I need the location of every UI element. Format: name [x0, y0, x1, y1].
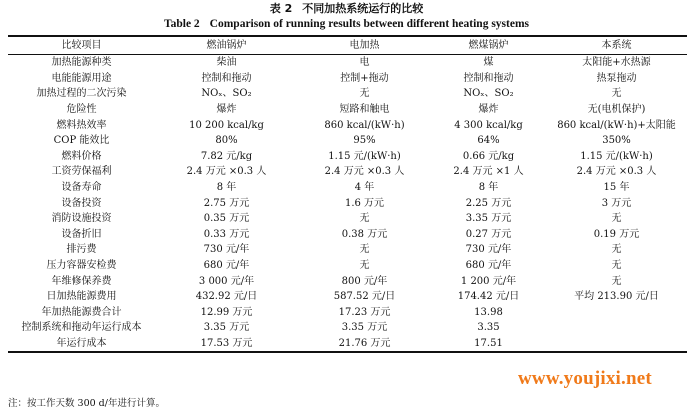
- table-row: [8, 133, 687, 149]
- header-this-system: 本系统: [546, 36, 687, 55]
- table-row: [8, 227, 687, 243]
- table-title-en: Comparison of running results between different heating systems: [209, 18, 530, 30]
- table-cell: 2.4 万元 ×0.3 人: [324, 166, 405, 178]
- table-cell: 3.35 万元: [203, 322, 250, 334]
- table-row: [8, 320, 687, 336]
- comparison-table: [8, 35, 687, 353]
- table-title-cn: 不同加热系统运行的比较: [302, 2, 424, 15]
- row-label-cell: 日加热能源费用: [46, 291, 117, 303]
- row-label-cell: 消防设施投资: [51, 213, 112, 225]
- table-caption-en: [0, 17, 693, 31]
- table-cell: 10 200 kcal/kg: [189, 119, 264, 131]
- table-cell: 0.35 万元: [203, 213, 250, 225]
- table-cell: 0.27 万元: [465, 228, 512, 240]
- table-cell: 2.4 万元 ×0.3 人: [576, 166, 657, 178]
- table-cell: [546, 320, 687, 336]
- table-cell: 3.35 万元: [465, 213, 512, 225]
- table-cell: 8 年: [478, 182, 499, 194]
- table-cell: 680 元/年: [465, 260, 512, 272]
- table-cell: 无: [611, 88, 622, 100]
- table-row: [8, 71, 687, 87]
- table-cell: 热泵拖动: [596, 72, 637, 84]
- table-cell: 13.98: [474, 306, 503, 318]
- table-cell: 无: [611, 244, 622, 256]
- table-cell: 无: [611, 275, 622, 287]
- table-row: [8, 211, 687, 227]
- table-cell: 2.4 万元 ×1 人: [453, 166, 524, 178]
- table-row: [8, 289, 687, 305]
- table-cell: 587.52 元/日: [333, 291, 396, 303]
- table-cell: 21.76 万元: [298, 336, 431, 353]
- table-row: [8, 336, 687, 353]
- table-cell: [546, 305, 687, 321]
- table-cell: 4 年: [354, 182, 375, 194]
- table-cell: [546, 336, 687, 353]
- table-cell: 860 kcal/(kW·h): [324, 119, 405, 131]
- table-cell: 0.38 万元: [341, 228, 388, 240]
- table-header-row: [8, 36, 687, 55]
- table-cell: 2.25 万元: [465, 197, 512, 209]
- table-cell: 730 元/年: [465, 244, 512, 256]
- table-cell: 95%: [353, 135, 376, 147]
- table-cell: 无: [611, 260, 622, 272]
- table-cell: 1.6 万元: [344, 197, 385, 209]
- table-cell: 3.35 万元: [341, 322, 388, 334]
- row-label-cell: 设备投资: [61, 197, 102, 209]
- header-electric-heating: 电加热: [298, 36, 431, 55]
- row-label-cell: 工资劳保福利: [51, 166, 112, 178]
- table-cell: 1.15 元/(kW·h): [328, 150, 401, 162]
- table-cell: 3 000 元/年: [198, 275, 255, 287]
- table-cell: 电: [359, 57, 370, 69]
- table-cell: 12.99 万元: [200, 306, 253, 318]
- table-row: [8, 86, 687, 102]
- row-label-cell: 加热能源种类: [51, 57, 112, 69]
- table-cell: 432.92 元/日: [195, 291, 258, 303]
- table-cell: 3.35: [477, 322, 500, 334]
- table-cell: 无: [611, 213, 622, 225]
- table-cell: 350%: [602, 135, 631, 147]
- table-cell: 煤: [483, 57, 494, 69]
- table-cell: 3 万元: [601, 197, 632, 209]
- table-number-en: Table 2: [163, 18, 200, 30]
- header-oil-boiler: 燃油锅炉: [155, 36, 298, 55]
- table-cell: 1 200 元/年: [460, 275, 517, 287]
- table-cell: 15 年: [603, 182, 630, 194]
- table-cell: 无: [359, 213, 370, 225]
- table-cell: 64%: [477, 135, 500, 147]
- row-label-cell: 危险性: [66, 104, 97, 116]
- table-cell: 2.4 万元 ×0.3 人: [186, 166, 267, 178]
- row-label-cell: 加热过程的二次污染: [36, 88, 127, 100]
- row-label-cell: 设备寿命: [61, 182, 102, 194]
- table-cell: NOₓ、SO₂: [201, 88, 252, 100]
- table-cell: 控制+拖动: [340, 72, 389, 84]
- row-label-cell: 年加热能源费合计: [41, 306, 122, 318]
- table-row: [8, 195, 687, 211]
- row-label-cell: 设备折旧: [61, 228, 102, 240]
- table-caption-cn: [0, 2, 693, 16]
- table-cell: 680 元/年: [203, 260, 250, 272]
- table-cell: 控制和拖动: [463, 72, 514, 84]
- table-cell: 太阳能+水热源: [582, 57, 651, 69]
- row-label-cell: 控制系统和拖动年运行成本: [21, 322, 142, 334]
- table-cell: 8 年: [216, 182, 237, 194]
- table-row: [8, 242, 687, 258]
- table-cell: 无(电机保护): [587, 104, 646, 116]
- table-cell: 爆炸: [216, 104, 237, 116]
- row-label-cell: 年运行成本: [8, 336, 155, 353]
- table-cell: 0.33 万元: [203, 228, 250, 240]
- table-row: [8, 180, 687, 196]
- table-cell: 爆炸: [478, 104, 499, 116]
- table-row: [8, 102, 687, 118]
- table-number-cn: 表 2: [269, 2, 293, 15]
- table-cell: 7.82 元/kg: [200, 150, 253, 162]
- table-cell: 730 元/年: [203, 244, 250, 256]
- row-label-cell: 排污费: [66, 244, 97, 256]
- row-label-cell: 燃料热效率: [56, 119, 107, 131]
- table-cell: 平均 213.90 元/日: [574, 291, 659, 303]
- table-cell: 80%: [215, 135, 238, 147]
- header-coal-boiler: 燃煤锅炉: [431, 36, 546, 55]
- table-row: [8, 55, 687, 71]
- table-cell: 0.66 元/kg: [462, 150, 515, 162]
- table-cell: 1.15 元/(kW·h): [580, 150, 653, 162]
- table-cell: 无: [359, 244, 370, 256]
- table-cell: 短路和触电: [339, 104, 390, 116]
- table-row: [8, 149, 687, 165]
- table-row: [8, 117, 687, 133]
- row-label-cell: 年维修保养费: [51, 275, 112, 287]
- table-cell: 控制和拖动: [201, 72, 252, 84]
- table-cell: 0.19 万元: [593, 228, 640, 240]
- row-label-cell: COP 能效比: [53, 135, 110, 147]
- header-item: 比较项目: [8, 36, 155, 55]
- table-cell: 17.53 万元: [155, 336, 298, 353]
- table-cell: 2.75 万元: [203, 197, 250, 209]
- row-label-cell: 电能能源用途: [51, 72, 112, 84]
- table-cell: 17.51: [431, 336, 546, 353]
- table-footnote: 注：按工作天数 300 d/年进行计算。: [8, 398, 165, 409]
- table-cell: 柴油: [216, 57, 237, 69]
- row-label-cell: 压力容器安检费: [46, 260, 117, 272]
- table-cell: 174.42 元/日: [457, 291, 520, 303]
- table-cell: 17.23 万元: [338, 306, 391, 318]
- table-cell: NOₓ、SO₂: [463, 88, 514, 100]
- table-body: [8, 55, 687, 353]
- table-cell: 800 元/年: [341, 275, 388, 287]
- table-row: [8, 164, 687, 180]
- table-cell: 无: [359, 88, 370, 100]
- table-row: [8, 258, 687, 274]
- table-row: [8, 273, 687, 289]
- table-row: [8, 305, 687, 321]
- table-cell: 4 300 kcal/kg: [454, 119, 523, 131]
- table-cell: 无: [359, 260, 370, 272]
- watermark-text: www.youjixi.net: [518, 368, 652, 389]
- table-cell: 860 kcal/(kW·h)+太阳能: [557, 119, 676, 131]
- watermark: [512, 364, 692, 396]
- row-label-cell: 燃料价格: [61, 150, 102, 162]
